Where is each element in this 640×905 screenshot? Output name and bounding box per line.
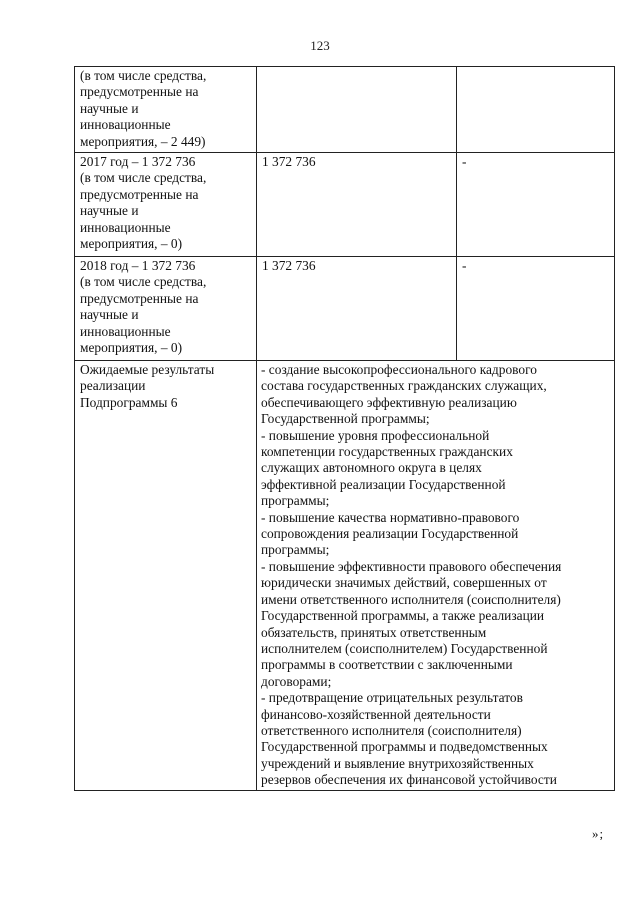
funding-extra-cell: -: [457, 257, 615, 361]
page-number: 123: [310, 38, 330, 53]
text-line: предусмотренные на: [80, 84, 199, 100]
text-line: 2018 год – 1 372 736: [80, 258, 196, 273]
text-line: учреждений и выявление внутрихозяйственных: [261, 755, 534, 771]
text-line: 2017 год – 1 372 736: [80, 154, 196, 169]
text-line: обязательств, принятых ответственным: [261, 624, 487, 640]
funding-description-cell: [75, 257, 257, 361]
text-line: Ожидаемые результаты: [80, 362, 215, 377]
text-line: мероприятия, – 0): [80, 340, 183, 356]
text-line: инновационные: [80, 117, 171, 133]
text-line: программы;: [261, 542, 330, 558]
text-line: - повышение качества нормативно-правового: [261, 509, 520, 525]
text-line: инновационные: [80, 219, 171, 235]
text-line: обеспечивающего эффективную реализацию: [261, 394, 517, 410]
table-row: [75, 257, 615, 361]
text-line: - повышение уровня профессиональной: [261, 427, 490, 443]
text-line: Государственной программы;: [261, 411, 430, 427]
text-line: инновационные: [80, 323, 171, 339]
funding-description-cell: [75, 67, 257, 153]
text-line: научные и: [80, 307, 139, 323]
text-line: Подпрограммы 6: [80, 394, 178, 410]
funding-extra-cell: -: [457, 153, 615, 257]
text-line: программы;: [261, 493, 330, 509]
results-label-cell: [75, 361, 257, 791]
text-line: (в том числе средства,: [80, 170, 207, 186]
text-line: - предотвращение отрицательных результатов: [261, 690, 523, 706]
text-line: (в том числе средства,: [80, 274, 207, 290]
text-line: служащих автономного округа в целях: [261, 460, 482, 476]
text-line: состава государственных гражданских служащих,: [261, 378, 547, 394]
text-line: эффективной реализации Государственной: [261, 476, 506, 492]
text-line: исполнителем (соисполнителем) Государственной: [261, 640, 548, 656]
text-line: компетенции государственных гражданских: [261, 444, 513, 460]
text-line: предусмотренные на: [80, 186, 199, 202]
text-line: Государственной программы, а также реализации: [261, 608, 545, 624]
results-text-cell: [257, 361, 615, 791]
text-line: программы в соответствии с заключенными: [261, 657, 513, 673]
funding-amount-cell: [257, 67, 457, 153]
text-line: - создание высокопрофессионального кадрового: [261, 362, 537, 377]
text-line: научные и: [80, 100, 139, 116]
text-line: сопровождения реализации Государственной: [261, 526, 519, 542]
text-line: реализации: [80, 378, 146, 394]
text-line: финансово-хозяйственной деятельности: [261, 706, 491, 722]
table-row: [75, 361, 615, 791]
text-line: резервов обеспечения их финансовой устойчивости: [261, 772, 557, 788]
closing-quote-mark: »;: [592, 826, 605, 841]
table-row: [75, 153, 615, 257]
text-line: предусмотренные на: [80, 290, 199, 306]
funding-amount-cell: 1 372 736: [257, 257, 457, 361]
funding-description-cell: [75, 153, 257, 257]
text-line: научные и: [80, 203, 139, 219]
text-line: - повышение эффективности правового обеспечения: [261, 558, 562, 574]
text-line: договорами;: [261, 673, 332, 689]
text-line: юридически значимых действий, совершенных от: [261, 575, 547, 591]
funding-table: [74, 66, 615, 791]
funding-extra-cell: [457, 67, 615, 153]
text-line: (в том числе средства,: [80, 68, 207, 83]
funding-amount-cell: 1 372 736: [257, 153, 457, 257]
text-line: Государственной программы и подведомственных: [261, 739, 548, 755]
text-line: имени ответственного исполнителя (соисполнителя): [261, 591, 561, 607]
text-line: мероприятия, – 2 449): [80, 133, 206, 149]
text-line: мероприятия, – 0): [80, 236, 183, 252]
text-line: ответственного исполнителя (соисполнителя): [261, 722, 522, 738]
table-row: [75, 67, 615, 153]
